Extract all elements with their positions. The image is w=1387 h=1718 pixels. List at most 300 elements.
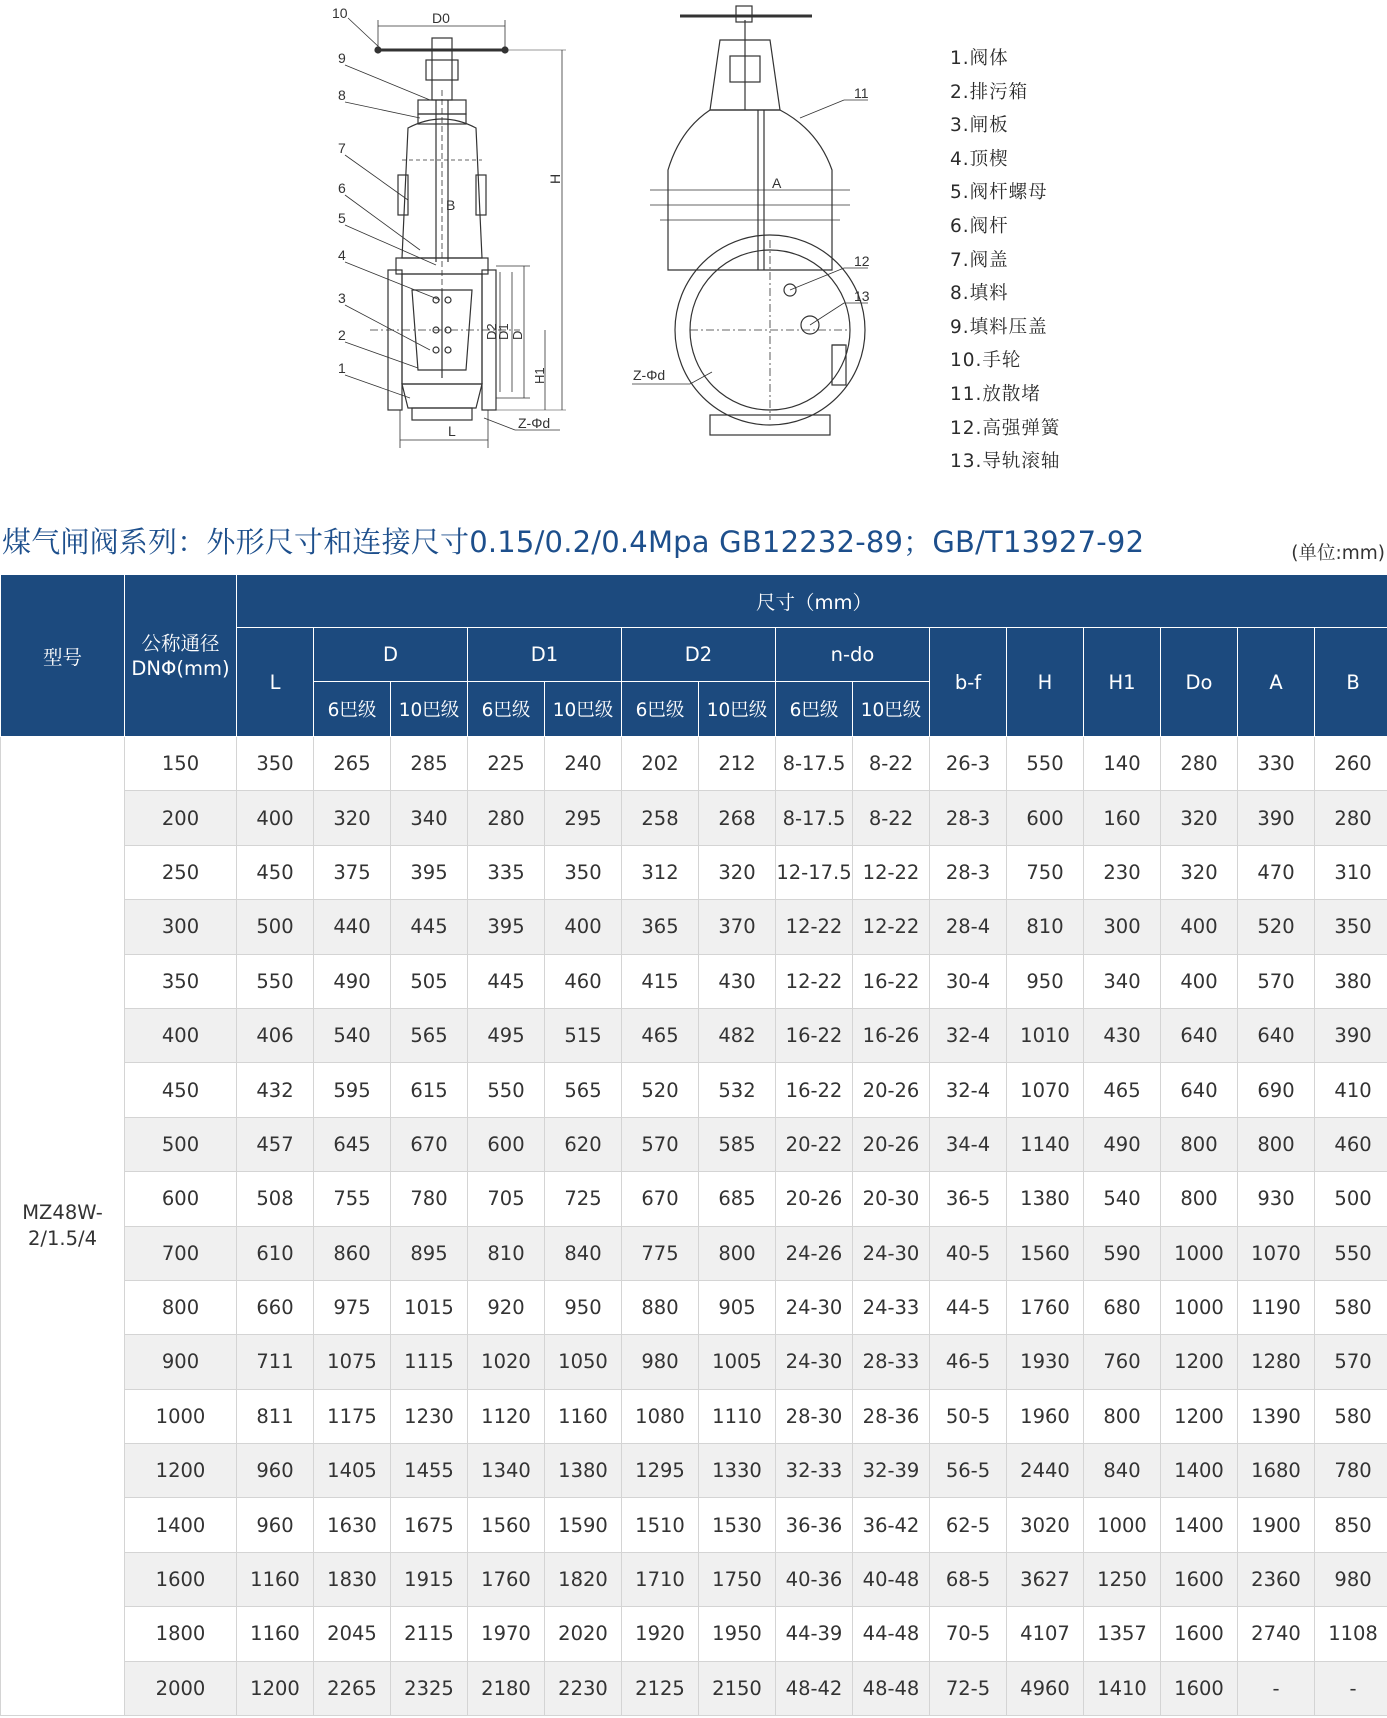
table-cell: 600 [1007, 791, 1084, 845]
callout-4: 4 [338, 247, 346, 263]
table-cell: 430 [699, 954, 776, 1008]
table-cell: 140 [1084, 737, 1161, 791]
table-cell: 2740 [1238, 1607, 1315, 1661]
table-cell: 28-3 [930, 791, 1007, 845]
header-size: 尺寸（mm） [237, 575, 1387, 628]
table-cell: 900 [125, 1335, 237, 1389]
table-cell: 780 [391, 1172, 468, 1226]
left-sectional-view [332, 5, 566, 448]
table-cell: 930 [1238, 1172, 1315, 1226]
table-cell: 540 [1084, 1172, 1161, 1226]
table-cell: 550 [1007, 737, 1084, 791]
table-cell: 565 [391, 1008, 468, 1062]
table-cell: 690 [1238, 1063, 1315, 1117]
table-cell: 150 [125, 737, 237, 791]
table-cell: 975 [314, 1280, 391, 1334]
table-cell: 1530 [699, 1498, 776, 1552]
table-cell: 1600 [1161, 1552, 1238, 1606]
table-cell: 8-22 [853, 791, 930, 845]
table-cell: 950 [545, 1280, 622, 1334]
label-h1: H1 [532, 367, 547, 384]
table-cell: 1080 [622, 1389, 699, 1443]
table-row [1, 1280, 1387, 1334]
table-cell: 32-4 [930, 1063, 1007, 1117]
table-cell: 70-5 [930, 1607, 1007, 1661]
table-cell: 800 [699, 1226, 776, 1280]
table-cell: 840 [1084, 1444, 1161, 1498]
header-dn: 公称通径DNΦ(mm) [125, 575, 237, 737]
table-cell: 450 [237, 845, 314, 899]
table-cell: 800 [1238, 1117, 1315, 1171]
callout-11: 11 [854, 85, 869, 101]
table-cell: 860 [314, 1226, 391, 1280]
table-cell: 810 [1007, 900, 1084, 954]
table-cell: 1455 [391, 1444, 468, 1498]
table-cell: 1200 [1161, 1335, 1238, 1389]
header-d-10bar: 10巴级 [391, 682, 468, 737]
header-bf: b-f [930, 628, 1007, 737]
label-d0: D0 [432, 10, 450, 26]
drawings-area [0, 0, 1387, 500]
table-cell: 1590 [545, 1498, 622, 1552]
table-cell: 225 [468, 737, 545, 791]
table-cell: 312 [622, 845, 699, 899]
table-cell: 880 [622, 1280, 699, 1334]
table-cell: 20-26 [853, 1117, 930, 1171]
table-cell: 1015 [391, 1280, 468, 1334]
table-row [1, 1498, 1387, 1552]
table-cell: 8-17.5 [776, 791, 853, 845]
table-cell: 1750 [699, 1552, 776, 1606]
table-cell: 950 [1007, 954, 1084, 1008]
table-cell: 1600 [125, 1552, 237, 1606]
table-cell: 1915 [391, 1552, 468, 1606]
spec-table [0, 574, 1387, 1716]
table-cell: 1970 [468, 1607, 545, 1661]
table-cell: 680 [1084, 1280, 1161, 1334]
table-cell: 4960 [1007, 1661, 1084, 1715]
table-cell: 300 [1084, 900, 1161, 954]
table-cell: 430 [1084, 1008, 1161, 1062]
table-cell: 905 [699, 1280, 776, 1334]
callout-6: 6 [338, 180, 346, 196]
table-cell: 550 [237, 954, 314, 1008]
table-cell: 580 [1315, 1389, 1387, 1443]
table-cell: 285 [391, 737, 468, 791]
table-cell: 2115 [391, 1607, 468, 1661]
table-cell: 3627 [1007, 1552, 1084, 1606]
table-cell: 4107 [1007, 1607, 1084, 1661]
table-cell: 12-22 [853, 845, 930, 899]
table-cell: 590 [1084, 1226, 1161, 1280]
table-cell: 240 [545, 737, 622, 791]
table-cell: 615 [391, 1063, 468, 1117]
table-cell: 34-4 [930, 1117, 1007, 1171]
table-cell: 840 [545, 1226, 622, 1280]
table-cell: 202 [622, 737, 699, 791]
table-cell: 2125 [622, 1661, 699, 1715]
table-cell: 1600 [1161, 1607, 1238, 1661]
table-cell: 2230 [545, 1661, 622, 1715]
table-cell: 20-26 [853, 1063, 930, 1117]
table-cell: 1390 [1238, 1389, 1315, 1443]
part-item: 11.放散堵 [950, 383, 1041, 405]
label-b: B [446, 197, 456, 213]
table-row [1, 1063, 1387, 1117]
table-cell: 1050 [545, 1335, 622, 1389]
table-cell: 685 [699, 1172, 776, 1226]
table-cell: 1000 [1161, 1226, 1238, 1280]
table-cell: 1200 [1161, 1389, 1238, 1443]
table-cell: 1830 [314, 1552, 391, 1606]
table-cell: 1400 [1161, 1444, 1238, 1498]
table-cell: 660 [237, 1280, 314, 1334]
table-cell: 340 [1084, 954, 1161, 1008]
table-cell: 350 [1315, 900, 1387, 954]
table-cell: 1340 [468, 1444, 545, 1498]
table-cell: 705 [468, 1172, 545, 1226]
table-cell: 1380 [545, 1444, 622, 1498]
table-cell: 750 [1007, 845, 1084, 899]
table-cell: 895 [391, 1226, 468, 1280]
header-l: L [237, 628, 314, 737]
table-cell: 600 [468, 1117, 545, 1171]
table-cell: 1760 [1007, 1280, 1084, 1334]
part-item: 7.阀盖 [950, 249, 1009, 271]
table-cell: 1075 [314, 1335, 391, 1389]
table-cell: 320 [314, 791, 391, 845]
table-cell: 1510 [622, 1498, 699, 1552]
callout-3: 3 [338, 290, 346, 306]
table-cell: 450 [125, 1063, 237, 1117]
table-cell: 28-4 [930, 900, 1007, 954]
table-cell: 500 [237, 900, 314, 954]
table-cell: 30-4 [930, 954, 1007, 1008]
callout-5: 5 [338, 210, 346, 226]
table-cell: 585 [699, 1117, 776, 1171]
callout-13: 13 [854, 288, 870, 304]
table-cell: 640 [1238, 1008, 1315, 1062]
table-cell: 12-22 [776, 900, 853, 954]
part-item: 3.闸板 [950, 115, 1009, 137]
table-cell: 320 [699, 845, 776, 899]
table-cell: 400 [125, 1008, 237, 1062]
table-row [1, 900, 1387, 954]
table-cell: 2265 [314, 1661, 391, 1715]
table-cell: 8-22 [853, 737, 930, 791]
table-cell: - [1315, 1661, 1387, 1715]
table-cell: 320 [1161, 845, 1238, 899]
table-cell: 20-30 [853, 1172, 930, 1226]
table-cell: 920 [468, 1280, 545, 1334]
table-cell: 400 [545, 900, 622, 954]
table-cell: 1230 [391, 1389, 468, 1443]
table-cell: 1190 [1238, 1280, 1315, 1334]
part-item: 2.排污箱 [950, 81, 1029, 103]
table-cell: 395 [391, 845, 468, 899]
table-cell: 12-22 [853, 900, 930, 954]
table-cell: 2020 [545, 1607, 622, 1661]
table-cell: 32-33 [776, 1444, 853, 1498]
table-cell: 1000 [1161, 1280, 1238, 1334]
header-d1: D1 [468, 628, 622, 682]
table-cell: 490 [1084, 1117, 1161, 1171]
table-cell: 380 [1315, 954, 1387, 1008]
table-cell: 16-22 [853, 954, 930, 1008]
table-cell: 800 [125, 1280, 237, 1334]
header-d2: D2 [622, 628, 776, 682]
table-cell: 26-3 [930, 737, 1007, 791]
table-row [1, 1226, 1387, 1280]
table-cell: 400 [1161, 900, 1238, 954]
table-row [1, 1172, 1387, 1226]
table-cell: 960 [237, 1498, 314, 1552]
table-row [1, 1008, 1387, 1062]
part-item: 8.填料 [950, 283, 1009, 305]
table-row [1, 1552, 1387, 1606]
table-cell: 250 [125, 845, 237, 899]
table-cell: 610 [237, 1226, 314, 1280]
header-d2-6bar: 6巴级 [622, 682, 699, 737]
table-cell: 280 [1161, 737, 1238, 791]
table-cell: 1710 [622, 1552, 699, 1606]
table-cell: 390 [1238, 791, 1315, 845]
label-d2: D2 [484, 323, 499, 340]
table-cell: 40-36 [776, 1552, 853, 1606]
table-cell: 212 [699, 737, 776, 791]
table-cell: 1380 [1007, 1172, 1084, 1226]
table-cell: 415 [622, 954, 699, 1008]
table-cell: 645 [314, 1117, 391, 1171]
table-cell: 406 [237, 1008, 314, 1062]
table-cell: 24-33 [853, 1280, 930, 1334]
table-cell: 810 [468, 1226, 545, 1280]
part-item: 9.填料压盖 [950, 316, 1048, 338]
header-d1-6bar: 6巴级 [468, 682, 545, 737]
table-cell: 1930 [1007, 1335, 1084, 1389]
table-cell: 1357 [1084, 1607, 1161, 1661]
table-cell: 1280 [1238, 1335, 1315, 1389]
table-cell: 24-30 [776, 1335, 853, 1389]
part-item: 1.阀体 [950, 48, 1009, 69]
table-cell: 670 [622, 1172, 699, 1226]
header-ndo-10bar: 10巴级 [853, 682, 930, 737]
table-cell: 32-39 [853, 1444, 930, 1498]
table-row [1, 1607, 1387, 1661]
table-cell: 540 [314, 1008, 391, 1062]
part-item: 10.手轮 [950, 350, 1022, 372]
table-cell: 520 [1238, 900, 1315, 954]
header-model: 型号 [1, 575, 125, 737]
table-cell: 32-4 [930, 1008, 1007, 1062]
table-cell: 56-5 [930, 1444, 1007, 1498]
table-cell: 375 [314, 845, 391, 899]
label-zd-left: Z-Φd [518, 415, 551, 431]
table-cell: 640 [1161, 1063, 1238, 1117]
callout-8: 8 [338, 87, 346, 103]
table-cell: 48-42 [776, 1661, 853, 1715]
table-cell: 16-22 [776, 1063, 853, 1117]
unit-note: (单位:mm) [1291, 543, 1385, 564]
table-cell: 1000 [1084, 1498, 1161, 1552]
table-cell: 40-48 [853, 1552, 930, 1606]
table-cell: 1950 [699, 1607, 776, 1661]
table-cell: 1108 [1315, 1607, 1387, 1661]
table-cell: 570 [1238, 954, 1315, 1008]
table-cell: 1330 [699, 1444, 776, 1498]
table-cell: 28-30 [776, 1389, 853, 1443]
table-cell: 850 [1315, 1498, 1387, 1552]
table-cell: 68-5 [930, 1552, 1007, 1606]
page-title: 煤气闸阀系列：外形尺寸和连接尺寸0.15/0.2/0.4Mpa GB12232-89；GB/T13927-92 [2, 525, 1145, 559]
table-row [1, 1389, 1387, 1443]
table-cell: 28-33 [853, 1335, 930, 1389]
table-cell: 390 [1315, 1008, 1387, 1062]
label-d1: D1 [496, 323, 511, 340]
table-cell: 350 [125, 954, 237, 1008]
table-cell: 800 [1084, 1389, 1161, 1443]
table-cell: 505 [391, 954, 468, 1008]
table-cell: 1960 [1007, 1389, 1084, 1443]
table-cell: 980 [1315, 1552, 1387, 1606]
table-cell: 400 [1161, 954, 1238, 1008]
table-cell: 1070 [1007, 1063, 1084, 1117]
table-cell: 1680 [1238, 1444, 1315, 1498]
callout-9: 9 [338, 50, 346, 66]
table-cell: 1140 [1007, 1117, 1084, 1171]
table-cell: 36-5 [930, 1172, 1007, 1226]
table-cell: 1820 [545, 1552, 622, 1606]
table-cell: 1400 [125, 1498, 237, 1552]
table-cell: 1010 [1007, 1008, 1084, 1062]
table-cell: 460 [545, 954, 622, 1008]
header-d-6bar: 6巴级 [314, 682, 391, 737]
header-b: B [1315, 628, 1387, 737]
part-item: 12.高强弹簧 [950, 417, 1061, 439]
table-cell: 550 [468, 1063, 545, 1117]
table-cell: 3020 [1007, 1498, 1084, 1552]
table-cell: 36-36 [776, 1498, 853, 1552]
table-cell: 445 [468, 954, 545, 1008]
table-cell: 265 [314, 737, 391, 791]
table-cell: 2150 [699, 1661, 776, 1715]
part-item: 5.阀杆螺母 [950, 182, 1048, 204]
table-cell: 28-36 [853, 1389, 930, 1443]
table-cell: 1405 [314, 1444, 391, 1498]
table-cell: 62-5 [930, 1498, 1007, 1552]
table-cell: 2360 [1238, 1552, 1315, 1606]
table-cell: 520 [622, 1063, 699, 1117]
table-cell: 595 [314, 1063, 391, 1117]
table-row [1, 1335, 1387, 1389]
table-cell: 1175 [314, 1389, 391, 1443]
table-cell: 320 [1161, 791, 1238, 845]
callout-7: 7 [338, 140, 346, 156]
table-cell: 570 [622, 1117, 699, 1171]
table-cell: 48-48 [853, 1661, 930, 1715]
table-cell: 16-22 [776, 1008, 853, 1062]
table-cell: 410 [1315, 1063, 1387, 1117]
table-cell: 1760 [468, 1552, 545, 1606]
label-h: H [547, 173, 563, 184]
table-row [1, 1661, 1387, 1715]
table-cell: 1120 [468, 1389, 545, 1443]
table-cell: 1630 [314, 1498, 391, 1552]
table-cell: 300 [125, 900, 237, 954]
table-cell: 811 [237, 1389, 314, 1443]
table-cell: 400 [237, 791, 314, 845]
table-cell: 600 [125, 1172, 237, 1226]
header-do: Do [1161, 628, 1238, 737]
table-cell: 260 [1315, 737, 1387, 791]
table-cell: 465 [622, 1008, 699, 1062]
table-cell: 280 [468, 791, 545, 845]
header-h: H [1007, 628, 1084, 737]
table-cell: 12-17.5 [776, 845, 853, 899]
table-cell: 24-30 [776, 1280, 853, 1334]
table-cell: 2180 [468, 1661, 545, 1715]
table-cell: 460 [1315, 1117, 1387, 1171]
table-cell: 395 [468, 900, 545, 954]
table-cell: 670 [391, 1117, 468, 1171]
table-cell: 760 [1084, 1335, 1161, 1389]
table-cell: 980 [622, 1335, 699, 1389]
part-item: 13.导轨滚轴 [950, 451, 1061, 473]
table-cell: 258 [622, 791, 699, 845]
table-cell: 230 [1084, 845, 1161, 899]
table-cell: 200 [125, 791, 237, 845]
table-cell: 330 [1238, 737, 1315, 791]
table-cell: 440 [314, 900, 391, 954]
table-cell: - [1238, 1661, 1315, 1715]
table-cell: 500 [125, 1117, 237, 1171]
table-cell: 1020 [468, 1335, 545, 1389]
table-row [1, 845, 1387, 899]
table-cell: 12-22 [776, 954, 853, 1008]
table-cell: 44-48 [853, 1607, 930, 1661]
table-cell: 508 [237, 1172, 314, 1226]
table-cell: 2440 [1007, 1444, 1084, 1498]
table-cell: 1410 [1084, 1661, 1161, 1715]
table-cell: 310 [1315, 845, 1387, 899]
table-cell: 28-3 [930, 845, 1007, 899]
header-d1-10bar: 10巴级 [545, 682, 622, 737]
table-cell: 1675 [391, 1498, 468, 1552]
model-cell: MZ48W-2/1.5/4 [1, 737, 125, 1716]
table-cell: 1005 [699, 1335, 776, 1389]
table-cell: 1000 [125, 1389, 237, 1443]
table-cell: 160 [1084, 791, 1161, 845]
table-row [1, 791, 1387, 845]
table-cell: 1200 [125, 1444, 237, 1498]
table-cell: 24-30 [853, 1226, 930, 1280]
table-cell: 365 [622, 900, 699, 954]
table-cell: 268 [699, 791, 776, 845]
table-cell: 2325 [391, 1661, 468, 1715]
table-cell: 44-39 [776, 1607, 853, 1661]
header-h1: H1 [1084, 628, 1161, 737]
table-cell: 1800 [125, 1607, 237, 1661]
table-cell: 1160 [545, 1389, 622, 1443]
table-cell: 711 [237, 1335, 314, 1389]
table-cell: 457 [237, 1117, 314, 1171]
callout-2: 2 [338, 327, 346, 343]
part-item: 6.阀杆 [950, 215, 1009, 237]
table-cell: 1110 [699, 1389, 776, 1443]
table-cell: 465 [1084, 1063, 1161, 1117]
header-d2-10bar: 10巴级 [699, 682, 776, 737]
table-cell: 445 [391, 900, 468, 954]
